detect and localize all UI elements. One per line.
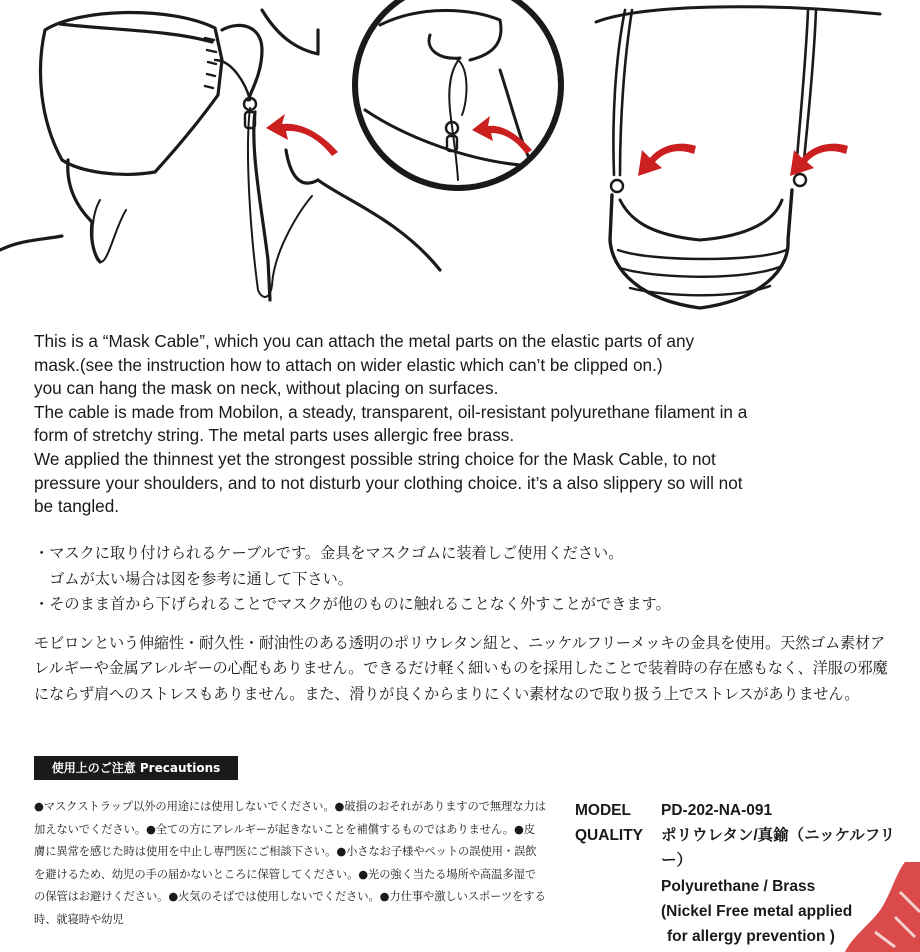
english-line: pressure your shoulders, and to not disturb your clothing choice. it’s a also slippery so will not <box>34 472 743 493</box>
quality-note-line1: (Nickel Free metal applied <box>661 902 853 920</box>
quality-value-jp: ポリウレタン/真鍮（ニッケルフリー） <box>661 827 896 870</box>
spec-row-model <box>575 798 905 823</box>
japanese-description: モビロンという伸縮性・耐久性・耐油性のある透明のポリウレタン紐と、ニッケルフリーメッキの金具を使用。天然ゴム素材アレルギーや金属アレルギーの心配もありません。できるだけ軽く細いものを採用したことで装着時の存在感もなく、洋服の邪魔にならず肩へのストレスもありません。また、滑りが良くからまりにくい素材なので取り扱う上でストレスがありません。 <box>34 634 888 703</box>
arrow-icon <box>472 116 532 154</box>
quality-value-en: Polyurethane / Brass <box>661 877 816 895</box>
quality-note-line2: for allergy prevention ) <box>667 928 835 946</box>
clip-detail-illustration <box>355 0 561 188</box>
english-line: be tangled. <box>34 496 120 517</box>
arrow-icon <box>638 144 696 176</box>
english-line: you can hang the mask on neck, without placing on surfaces. <box>34 378 499 399</box>
hanging-mask-illustration <box>596 7 880 308</box>
instruction-illustrations <box>0 0 920 320</box>
english-line: This is a “Mask Cable”, which you can attach the metal parts on the elastic parts of any <box>34 331 695 351</box>
japanese-bullet: ・そのまま首から下げられることでマスクが他のものに触れることなく外すことができます。 <box>34 595 671 613</box>
english-line: The cable is made from Mobilon, a steady, transparent, oil-resistant polyurethane filament in a <box>34 401 748 422</box>
precautions-text: ●マスクストラップ以外の用途には使用しないでください。●破損のおそれがありますので無理な力は加えないでください。●全ての方にアレルギーが起きないことを補償するものではありません。●皮膚に異常を感じた時は使用を中止し専門医にご相談下さい。●小さなお子様やペットの誤使用・誤飲を避けるため、幼児の手の届かないところに保管してください。●光の強く当たる場所や高温多湿での保管はお避けください。●火気のそばでは使用しないでください。●力仕事や激しいスポーツをする時、就寝時や幼児 <box>34 800 546 926</box>
precautions-label: 使用上のご注意 Precautions <box>34 756 238 780</box>
english-line: mask.(see the instruction how to attach on wider elastic which can’t be clipped on.) <box>34 354 663 375</box>
model-label: MODEL <box>575 802 631 819</box>
red-stamp-decoration <box>845 862 920 952</box>
japanese-bullet: ・マスクに取り付けられるケーブルです。金具をマスクゴムに装着しご使用ください。 <box>34 544 624 562</box>
english-line: form of stretchy string. The metal parts uses allergic free brass. <box>34 425 515 446</box>
arrow-icon <box>266 114 338 156</box>
mask-on-face-illustration <box>0 10 440 300</box>
japanese-bullet: ゴムが太い場合は図を参考に通して下さい。 <box>34 569 353 588</box>
english-line: We applied the thinnest yet the strongest possible string choice for the Mask Cable, to not <box>34 448 716 469</box>
model-value: PD-202-NA-091 <box>661 802 773 819</box>
quality-label: QUALITY <box>575 827 644 845</box>
english-description <box>34 330 894 519</box>
japanese-bullets <box>34 541 894 618</box>
